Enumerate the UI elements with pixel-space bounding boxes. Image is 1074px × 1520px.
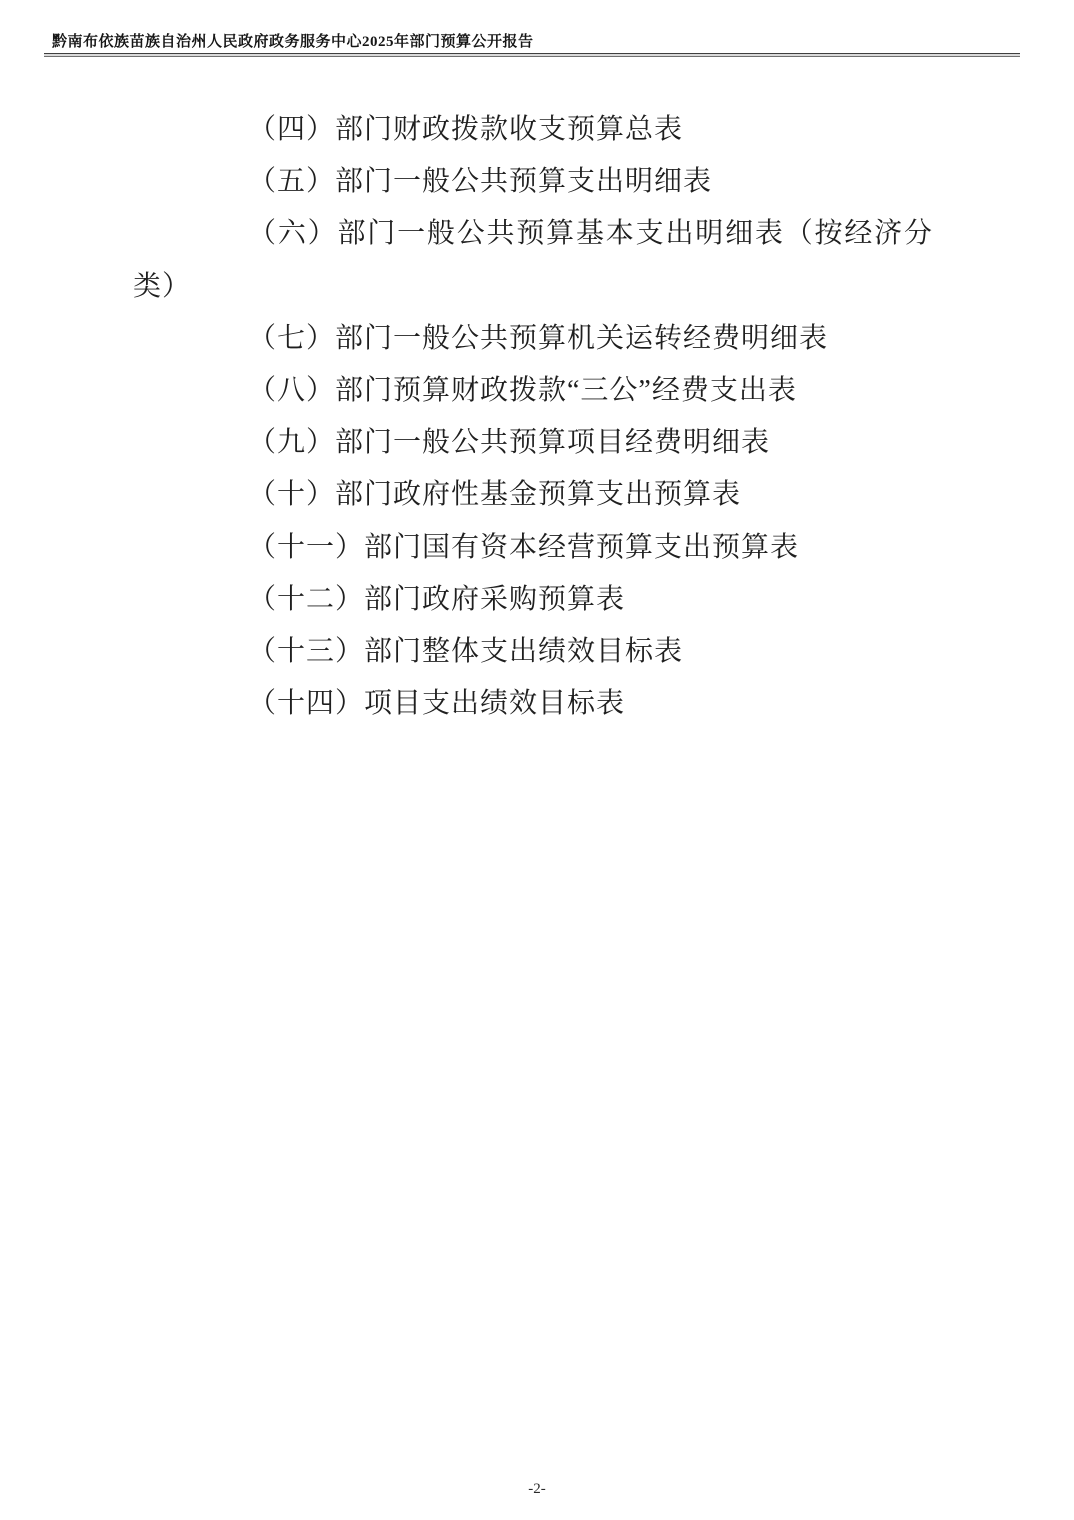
- list-item: （六）部门一般公共预算基本支出明细表（按经济分类）: [133, 218, 933, 302]
- list-item: （七）部门一般公共预算机关运转经费明细表: [248, 322, 829, 354]
- page-footer: [0, 1481, 1074, 1498]
- list-item: （十）部门政府性基金预算支出预算表: [248, 479, 742, 511]
- list-item: （十二）部门政府采购预算表: [248, 583, 626, 615]
- page-header-title: 黔南布依族苗族自治州人民政府政务服务中心2025年部门预算公开报告: [52, 34, 534, 50]
- header-divider: [44, 53, 1020, 57]
- list-item: （十三）部门整体支出绩效目标表: [248, 636, 684, 668]
- list-item: （十四）项目支出绩效目标表: [248, 688, 626, 720]
- list-item: （四）部门财政拨款收支预算总表: [248, 114, 684, 145]
- list-item: （五）部门一般公共预算支出明细表: [248, 166, 713, 198]
- list-item: （十一）部门国有资本经营预算支出预算表: [248, 531, 800, 563]
- list-item: （九）部门一般公共预算项目经费明细表: [248, 427, 771, 459]
- document-body: [133, 104, 933, 730]
- page-number: -2-: [528, 1481, 546, 1497]
- list-item: （八）部门预算财政拨款“三公”经费支出表: [248, 375, 797, 407]
